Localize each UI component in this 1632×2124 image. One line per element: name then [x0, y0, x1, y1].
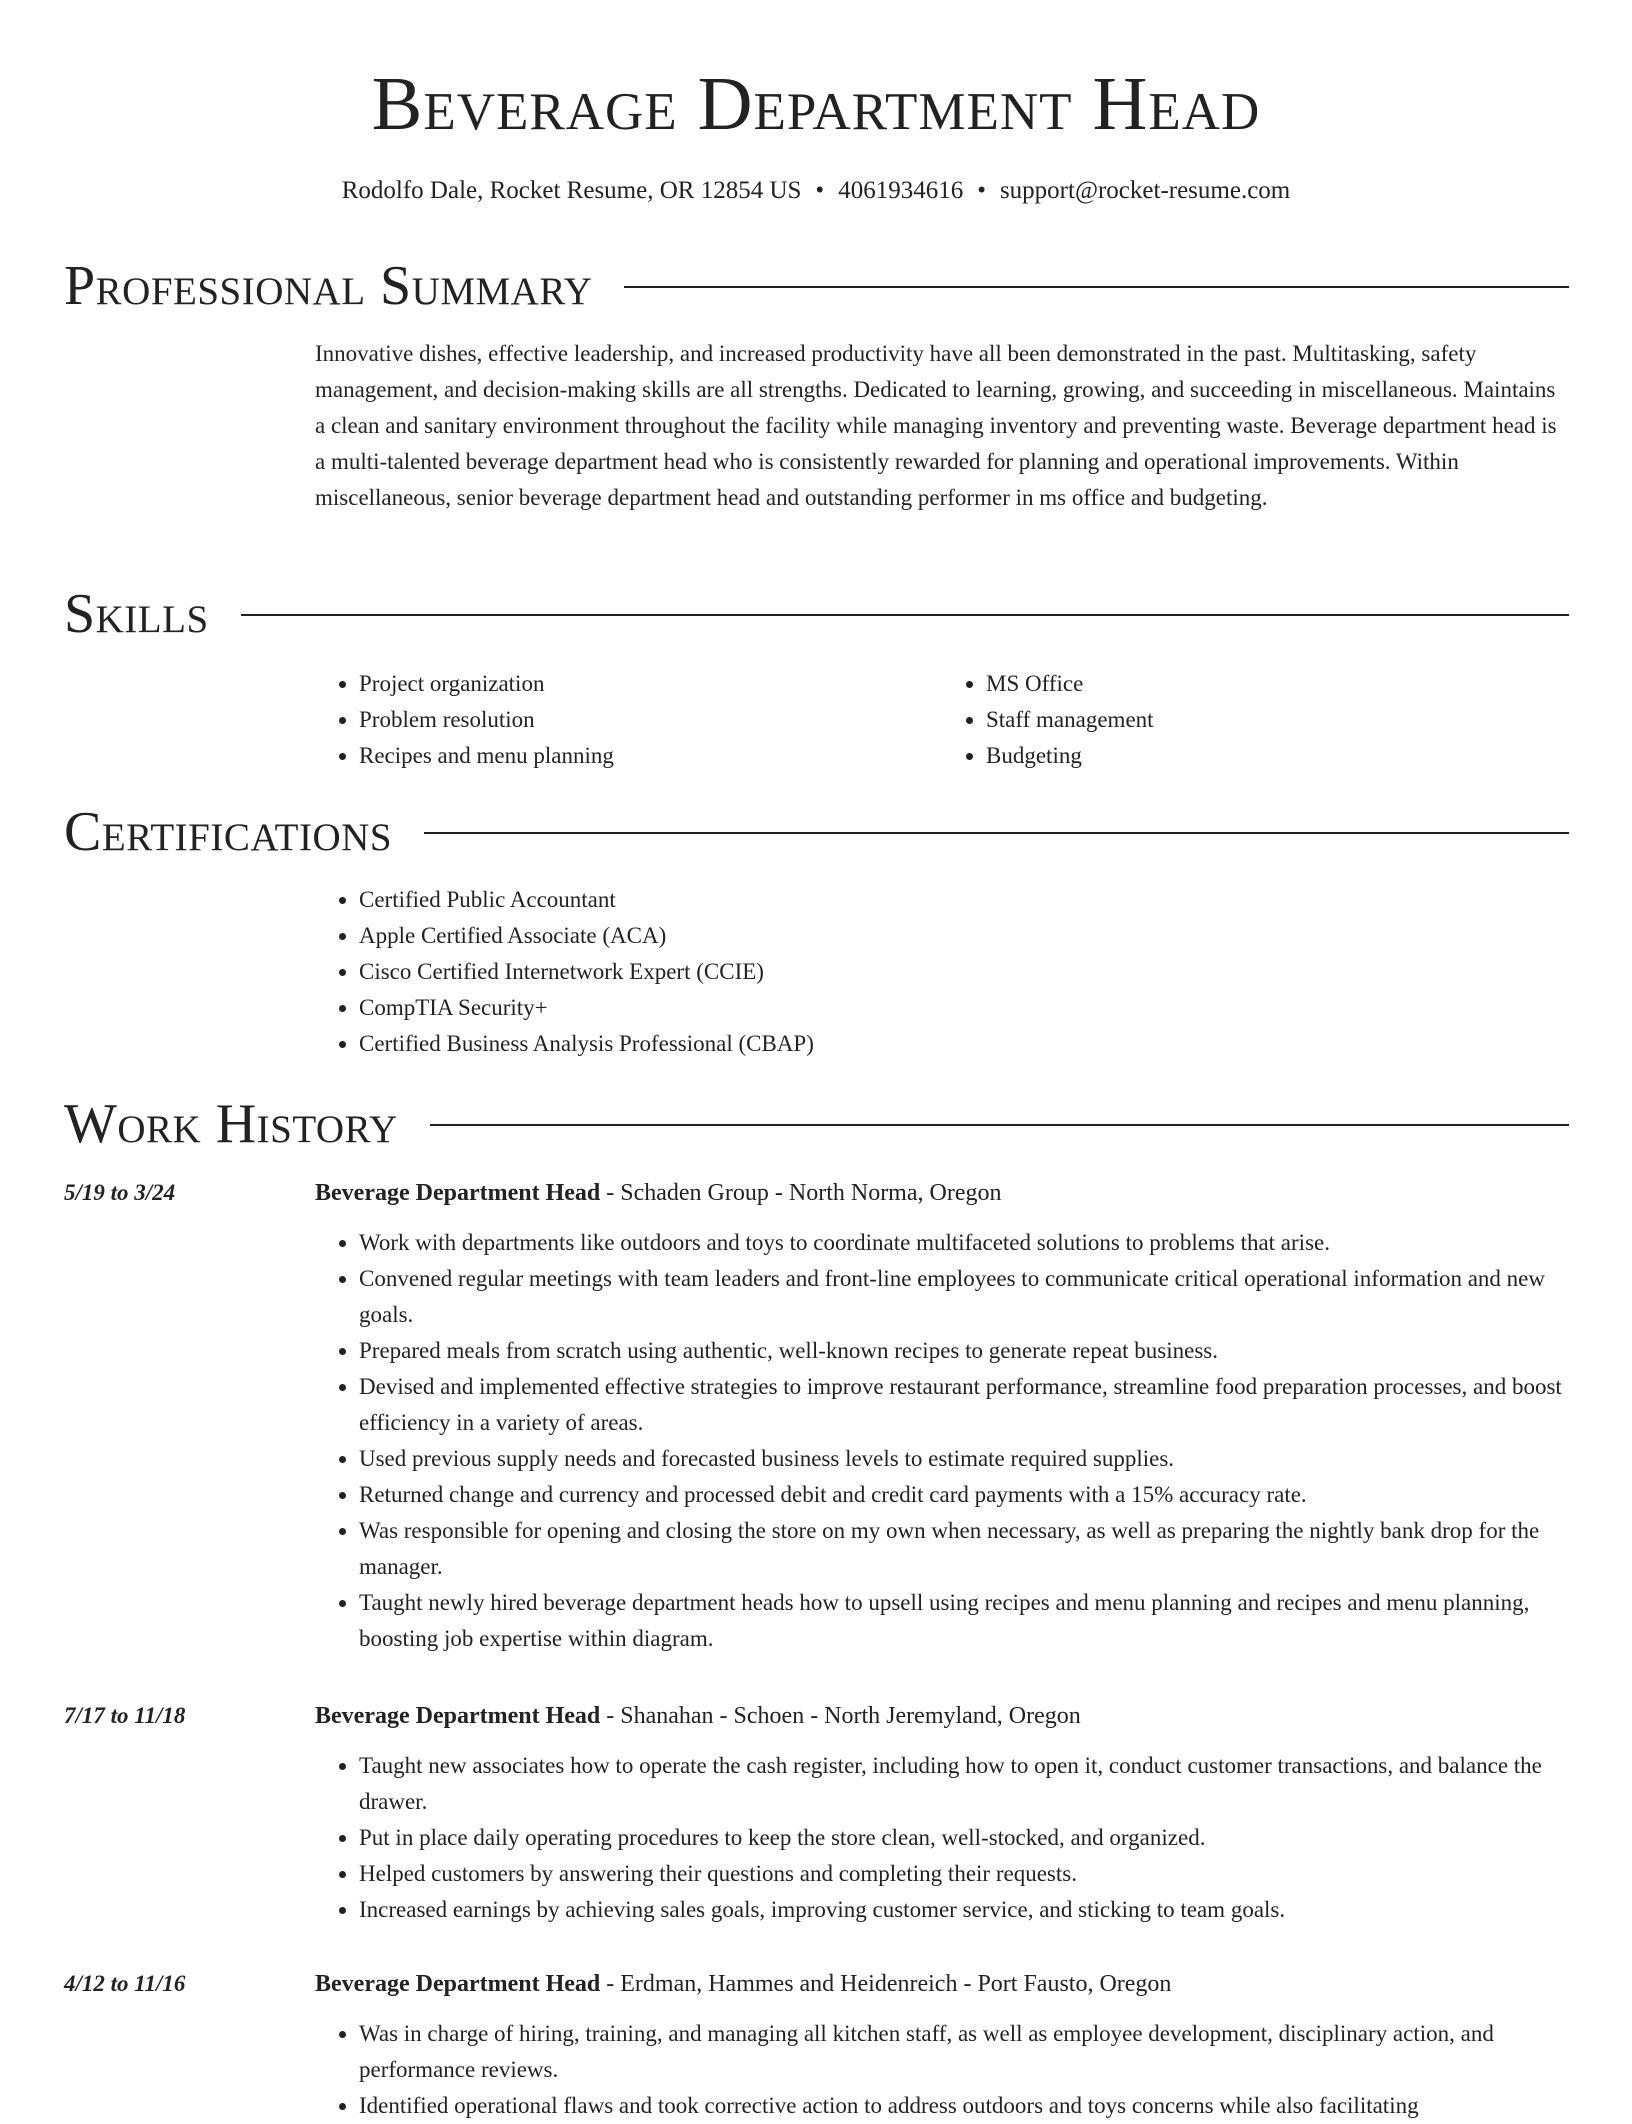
- job-employer: - Schaden Group - North Norma, Oregon: [600, 1180, 1002, 1206]
- job-dates: 5/19 to 3/24: [64, 1180, 176, 1205]
- section-heading: Work History: [64, 1093, 398, 1155]
- job-bullets: [315, 2016, 1569, 2124]
- certification-item: • Cisco Certified Internetwork Expert (CCIE): [359, 954, 1569, 990]
- skills-column-right: [942, 666, 1569, 774]
- skills-section: [64, 582, 1569, 774]
- section-divider: [424, 832, 1569, 834]
- job-employer: - Erdman, Hammes and Heidenreich - Port Fausto, Oregon: [600, 1971, 1172, 1997]
- section-header: [64, 582, 1569, 646]
- contact-address: Rodolfo Dale, Rocket Resume, OR 12854 US: [341, 177, 802, 204]
- skills-column-left: [315, 666, 942, 774]
- job-bullet: • Was in charge of hiring, training, and managing all kitchen staff, as well as employee development, disciplinary action, and performance reviews.: [359, 2016, 1569, 2088]
- summary-body: [315, 336, 1569, 516]
- job-bullet: • Prepared meals from scratch using authentic, well-known recipes to generate repeat business.: [359, 1333, 1569, 1369]
- job-entry: [64, 1967, 1569, 2124]
- certifications-list: [315, 882, 1569, 1062]
- job-title-line: [315, 1967, 1569, 2001]
- job-dates: 4/12 to 11/16: [64, 1971, 186, 1996]
- section-header: [64, 254, 1569, 318]
- job-bullet: • Increased earnings by achieving sales goals, improving customer service, and sticking to team goals.: [359, 1892, 1569, 1928]
- work-history-section: [64, 1092, 1569, 1156]
- job-bullet: • Convened regular meetings with team leaders and front-line employees to communicate critical operational information and new goals.: [359, 1261, 1569, 1333]
- job-bullet: • Was responsible for opening and closing the store on my own when necessary, as well as preparing the nightly bank drop for the manager.: [359, 1513, 1569, 1585]
- skill-item: • Project organization: [359, 666, 942, 702]
- job-bullets: [315, 1748, 1569, 1928]
- job-entry: [64, 1699, 1569, 1928]
- bullet-separator: •: [815, 177, 825, 204]
- skill-item: • MS Office: [986, 666, 1569, 702]
- contact-phone: 4061934616: [838, 177, 964, 204]
- job-dates: 7/17 to 11/18: [64, 1703, 186, 1728]
- job-details: [315, 1699, 1569, 1928]
- job-bullets: [315, 1225, 1569, 1657]
- certification-item: • Certified Public Accountant: [359, 882, 1569, 918]
- summary-section: [64, 254, 1569, 516]
- certification-item: • Certified Business Analysis Professional (CBAP): [359, 1026, 1569, 1062]
- skill-item: • Staff management: [986, 702, 1569, 738]
- bullet-separator: •: [977, 177, 986, 204]
- contact-email[interactable]: support@rocket-resume.com: [999, 177, 1291, 204]
- job-details: [315, 1176, 1569, 1657]
- job-bullet: • Taught newly hired beverage department heads how to upsell using recipes and menu planning and recipes and menu planning, boosting job expertise within diagram.: [359, 1585, 1569, 1657]
- section-divider: [624, 286, 1569, 288]
- section-divider: [430, 1124, 1569, 1126]
- job-bullet: • Identified operational flaws and took corrective action to address outdoors and toys concerns while also facilitating: [359, 2088, 1569, 2124]
- summary-text: Innovative dishes, effective leadership, and increased productivity have all been demonstrated in the past. Multitasking, safety management, and decision-making skills are all strengths. Dedicated to learning, growing, and succeeding in miscellaneous. Maintains a clean and sanitary environment throughout the facility while managing inventory and preventing waste. Beverage department head is a multi-talented beverage department head who is consistently rewarded for planning and operational improvements. Within miscellaneous, senior beverage department head and outstanding performer in ms office and budgeting.: [315, 341, 1557, 510]
- skill-item: • Problem resolution: [359, 702, 942, 738]
- job-bullet: • Used previous supply needs and forecasted business levels to estimate required supplies.: [359, 1441, 1569, 1477]
- job-bullet: • Returned change and currency and processed debit and credit card payments with a 15% accuracy rate.: [359, 1477, 1569, 1513]
- job-title: Beverage Department Head: [315, 1180, 601, 1206]
- certification-item: • Apple Certified Associate (ACA): [359, 918, 1569, 954]
- job-bullet: • Put in place daily operating procedures to keep the store clean, well-stocked, and organized.: [359, 1820, 1569, 1856]
- job-bullet: • Helped customers by answering their questions and completing their requests.: [359, 1856, 1569, 1892]
- job-details: [315, 1967, 1569, 2124]
- job-title: Beverage Department Head: [315, 1971, 601, 1997]
- section-divider: [241, 614, 1569, 616]
- skills-list: [315, 666, 1569, 774]
- section-heading: Certifications: [64, 801, 393, 863]
- job-employer: - Shanahan - Schoen - North Jeremyland, Oregon: [600, 1703, 1081, 1729]
- certification-item: • CompTIA Security+: [359, 990, 1569, 1026]
- section-header: [64, 800, 1569, 864]
- job-title-line: [315, 1176, 1569, 1210]
- job-title-line: [315, 1699, 1569, 1733]
- section-heading: Skills: [64, 583, 209, 645]
- job-entry: [64, 1176, 1569, 1657]
- job-bullet: • Taught new associates how to operate the cash register, including how to open it, conduct customer transactions, and balance the drawer.: [359, 1748, 1569, 1820]
- job-bullet: • Devised and implemented effective strategies to improve restaurant performance, streamline food preparation processes, and boost efficiency in a variety of areas.: [359, 1369, 1569, 1441]
- skill-item: • Recipes and menu planning: [359, 738, 942, 774]
- contact-line: [0, 174, 1632, 208]
- certifications-section: [64, 800, 1569, 1062]
- job-bullet: • Work with departments like outdoors and toys to coordinate multifaceted solutions to problems that arise.: [359, 1225, 1569, 1261]
- resume-title: Beverage Department Head: [371, 62, 1261, 146]
- job-title: Beverage Department Head: [315, 1703, 601, 1729]
- skill-item: • Budgeting: [986, 738, 1569, 774]
- section-heading: Professional Summary: [64, 255, 593, 317]
- section-header: [64, 1092, 1569, 1156]
